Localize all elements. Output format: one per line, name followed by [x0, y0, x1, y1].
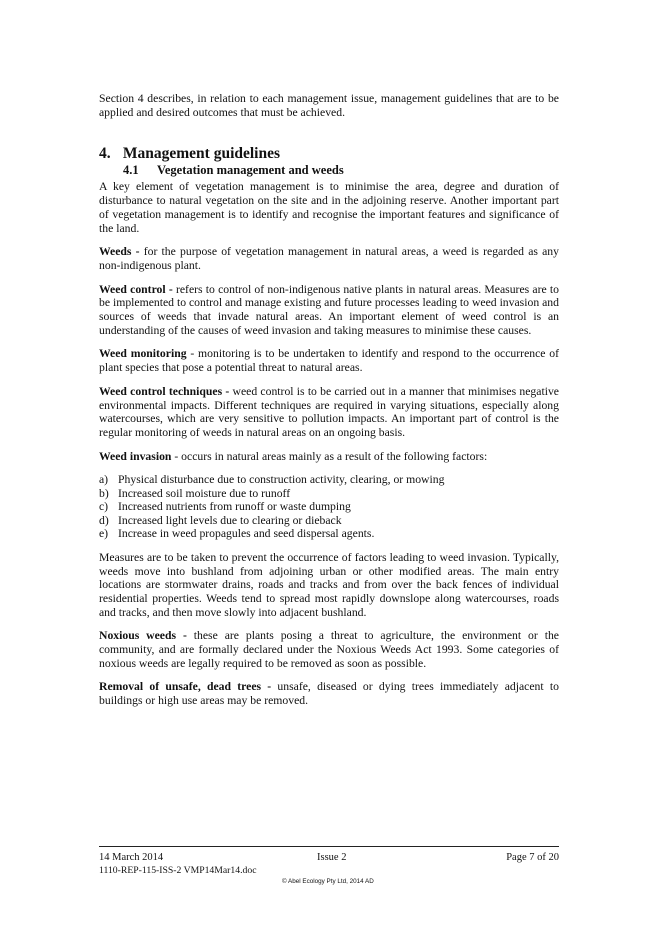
definition-weeds	[99, 245, 559, 272]
section-heading	[99, 145, 559, 163]
intro-paragraph: Section 4 describes, in relation to each management issue, management guidelines that are to be applied and desired outcomes that must be achieved.	[99, 92, 559, 119]
list-item	[99, 514, 559, 528]
subsection-number: 4.1	[123, 163, 139, 178]
definition-term: Noxious weeds -	[99, 629, 187, 643]
section-number: 4.	[99, 145, 111, 163]
footer-page-number: Page 7 of 20	[506, 852, 559, 863]
definition-tree-removal	[99, 680, 559, 707]
list-item	[99, 487, 559, 501]
invasion-factor-list	[99, 473, 559, 541]
definition-text: unsafe, diseased or dying trees immediately adjacent to buildings or high use areas may be removed.	[99, 680, 559, 708]
list-item-text: Physical disturbance due to construction activity, clearing, or mowing	[118, 473, 445, 487]
list-item-text: Increased nutrients from runoff or waste dumping	[118, 500, 351, 514]
footer-divider	[99, 846, 559, 847]
list-item-label: c)	[99, 500, 109, 514]
definition-text: refers to control of non-indigenous native plants in natural areas. Measures are to be implemented to control and manage existing and future processes leading to weed invasion and sources of weeds that invade natural areas. An important element of weed control is an understanding of the causes of weed invasion and taking measures to minimise these causes.	[99, 282, 559, 337]
definition-weed-control-techniques	[99, 385, 559, 440]
definition-text: weed control is to be carried out in a manner that minimises negative environmental impacts. Different techniques are required in varying situations, especially along watercourses, which are very sensitive to pollution impacts. An important part of control is the regular monitoring of weeds in natural areas on an ongoing basis.	[99, 384, 559, 439]
definition-weed-control	[99, 283, 559, 338]
list-item	[99, 473, 559, 487]
list-item-text: Increased soil moisture due to runoff	[118, 486, 291, 500]
subsection-heading	[123, 163, 559, 178]
opening-paragraph: A key element of vegetation management is to minimise the area, degree and duration of disturbance to natural vegetation on the site and in the adjoining reserve. Another important part of vegetation management is to identify and recognise the important features and significance of the land.	[99, 180, 559, 235]
list-item-label: d)	[99, 513, 109, 527]
section-title: Management guidelines	[122, 145, 281, 163]
definition-term: Weed control -	[99, 282, 173, 296]
definition-text: - monitoring is to be undertaken to identify and respond to the occurrence of plant species that pose a potential threat to natural areas.	[99, 347, 559, 375]
definition-term: Weeds -	[99, 245, 140, 259]
subsection-title: Vegetation management and weeds	[157, 163, 344, 178]
definition-weed-monitoring	[99, 347, 559, 374]
list-item-label: b)	[99, 486, 109, 500]
footer-copyright: © Abel Ecology Pty Ltd, 2014 AD	[282, 878, 374, 885]
list-item-text: Increased light levels due to clearing or dieback	[118, 513, 342, 527]
definition-term: Weed invasion	[99, 449, 172, 463]
definition-term: Weed control techniques -	[99, 384, 230, 398]
list-item-label: e)	[99, 527, 109, 541]
definition-text: for the purpose of vegetation management in natural areas, a weed is regarded as any non-indigenous plant.	[99, 245, 559, 272]
definition-term: Removal of unsafe, dead trees -	[99, 680, 272, 694]
footer-issue: Issue 2	[317, 852, 347, 863]
definition-text: these are plants posing a threat to agriculture, the environment or the community, and are formally declared under the Noxious Weeds Act 1993. Some categories of noxious weeds are legally required to be removed as soon as possible.	[99, 629, 559, 670]
list-item	[99, 500, 559, 514]
definition-term: Weed monitoring	[99, 347, 187, 361]
definition-text: - occurs in natural areas mainly as a result of the following factors:	[171, 449, 488, 463]
definition-noxious-weeds	[99, 629, 559, 670]
list-item-label: a)	[99, 473, 109, 487]
footer-date: 14 March 2014	[99, 852, 164, 863]
list-item-text: Increase in weed propagules and seed dispersal agents.	[118, 527, 375, 541]
measures-paragraph: Measures are to be taken to prevent the occurrence of factors leading to weed invasion. Typically, weeds move into bushland from adjoining urban or other modified areas. The main entry locations are stormwater drains, roads and tracks and from over the back fences of individual residential properties. Weeds tend to spread most rapidly downslope along watercourses, roads and tracks, and then move slowly into adjacent bushland.	[99, 550, 559, 619]
footer-doc-ref: 1110-REP-115-ISS-2 VMP14Mar14.doc	[99, 865, 257, 876]
list-item	[99, 527, 559, 541]
definition-weed-invasion	[99, 450, 559, 464]
page-body	[99, 92, 559, 718]
